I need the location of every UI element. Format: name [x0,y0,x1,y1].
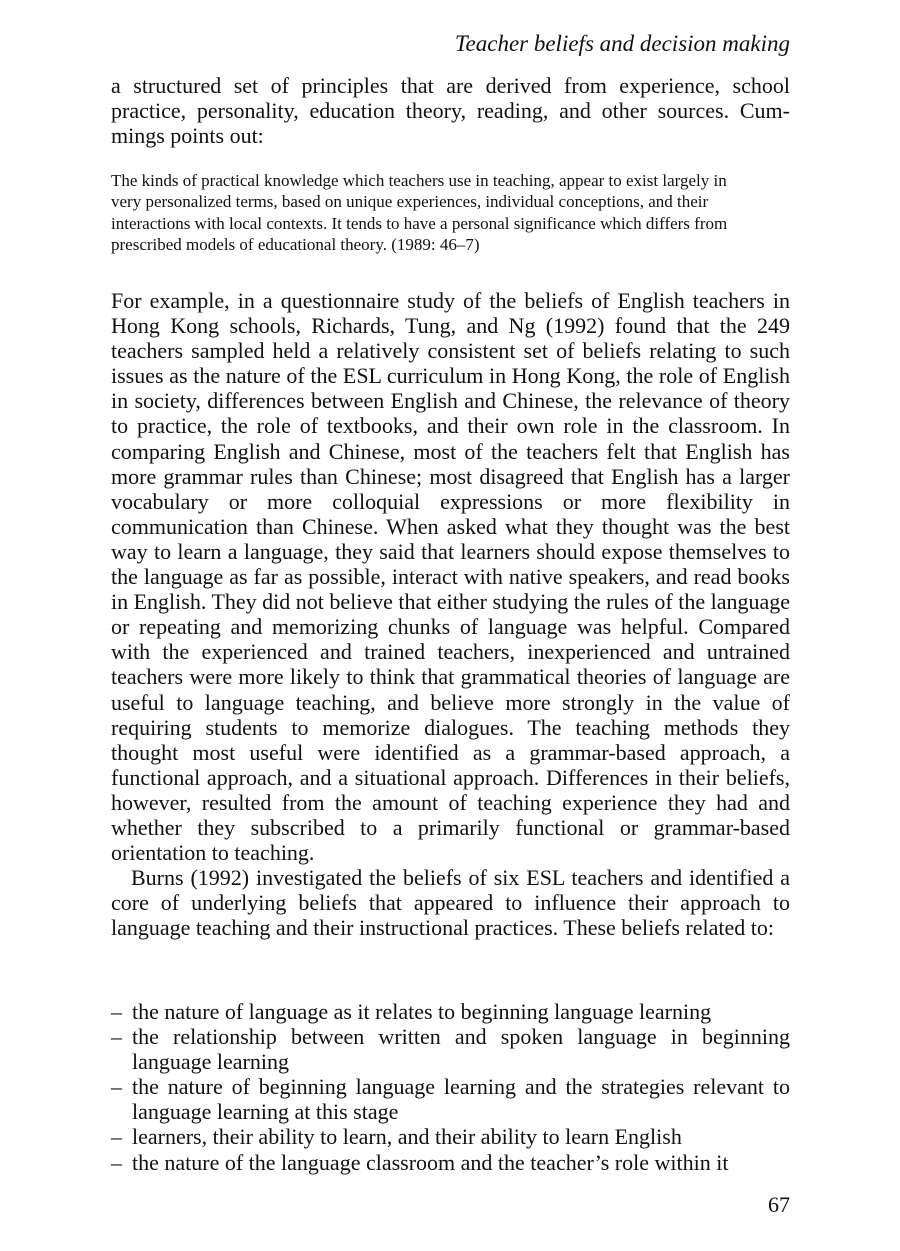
paragraph-intro: a structured set of principles that are derived from experience, school practice, personality, education theory, reading, and other sources. Cummings points out: [111,73,790,149]
main-text [111,288,790,940]
paragraph-example: For example, in a questionnaire study of the beliefs of English teachers in Hong Kong schools, Richards, Tung, and Ng (1992) found that the 249 teachers sampled held a relatively consistent set of beliefs relating to such issues as the nature of the ESL curriculum in Hong Kong, the role of English in society, differences between English and Chinese, the relevance of theory to practice, the role of textbooks, and their own role in the classroom. In comparing English and Chinese, most of the teachers felt that English has more grammar rules than Chinese; most disagreed that English has a larger vocabulary or more colloquial expressions or more flexibility in communication than Chinese. When asked what they thought was the best way to learn a language, they said that learners should expose themselves to the language as far as possible, interact with native speakers, and read books in English. They did not believe that either studying the rules of the language or repeating and memorizing chunks of language was helpful. Compared with the experienced and trained teachers, inexperienced and untrained teachers were more likely to think that grammatical theories of language are useful to language teaching, and believe more strongly in the value of requiring students to memorize dialogues. The teaching methods they thought most useful were identified as a grammar-based approach, a functional approach, and a situational approach. Differences in their beliefs, however, resulted from the amount of teaching experience they had and whether they subscribed to a primarily functional or grammar-based orientation to teaching. [111,288,790,866]
running-head: Teacher beliefs and decision making [454,31,790,56]
list-item: – learners, their ability to learn, and their ability to learn English [111,1124,790,1149]
page-number: 67 [768,1192,790,1217]
list-item: – the nature of beginning language learning and the strategies relevant to language learning at this stage [111,1074,790,1124]
paragraph-burns: Burns (1992) investigated the beliefs of six ESL teachers and identified a core of underlying beliefs that appeared to influence their approach to language teaching and their instructional practices. These beliefs related to: [111,865,790,941]
block-quote: The kinds of practical knowledge which teachers use in teaching, appear to exist largely in very personalized terms, based on unique experiences, individual conceptions, and their interactions with local contexts. It tends to have a personal significance which differs from prescribed models of educational theory. (1989: 46–7) [111,171,728,255]
list-item: – the nature of language as it relates to beginning language learning [111,999,790,1024]
list-item: – the relationship between written and spoken language in beginning language learning [111,1024,790,1074]
list-item: – the nature of the language classroom and the teacher’s role within it [111,1150,790,1175]
belief-list [111,999,790,1175]
